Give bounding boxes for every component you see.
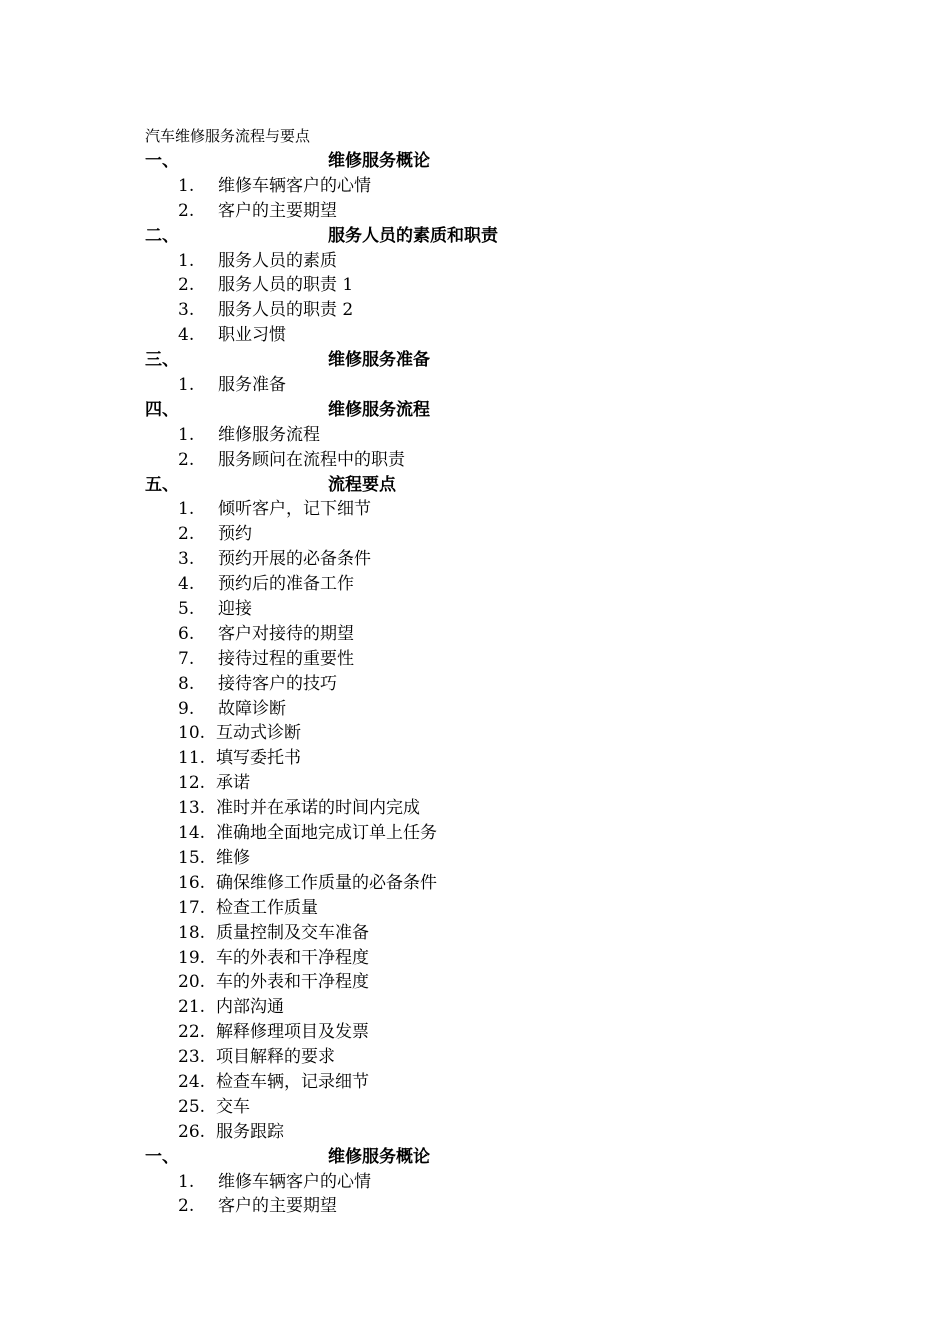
section-title: 维修服务概论 <box>328 1146 430 1167</box>
section-number: 四、 <box>145 399 179 420</box>
list-item-text: 车的外表和干净程度 <box>216 947 369 968</box>
list-item-text: 质量控制及交车准备 <box>216 922 369 943</box>
list-item-number: 1. <box>178 424 195 445</box>
list-item-text: 故障诊断 <box>218 698 286 719</box>
list-item-text: 预约开展的必备条件 <box>218 549 371 570</box>
section-heading <box>145 398 845 423</box>
list-item-text: 维修服务流程 <box>218 424 320 445</box>
list-item <box>145 1194 845 1219</box>
list-item <box>145 1070 845 1095</box>
list-item-number: 19. <box>178 947 206 968</box>
list-item <box>145 846 845 871</box>
list-item-number: 3. <box>178 300 195 321</box>
list-item <box>145 871 845 896</box>
list-item-number: 5. <box>178 599 195 620</box>
section-heading <box>145 224 845 249</box>
list-item <box>145 1020 845 1045</box>
list-item-text: 迎接 <box>218 599 252 620</box>
list-item-text: 车的外表和干净程度 <box>216 972 369 993</box>
list-item <box>145 995 845 1020</box>
list-item-text: 项目解释的要求 <box>216 1047 335 1068</box>
list-item-number: 14. <box>178 823 206 844</box>
list-item-number: 22. <box>178 1022 206 1043</box>
list-item <box>145 199 845 224</box>
list-item-text: 承诺 <box>216 773 250 794</box>
list-item-number: 4. <box>178 574 195 595</box>
list-item-text: 倾听客户，记下细节 <box>218 499 371 520</box>
list-item-number: 26. <box>178 1121 206 1142</box>
list-item-number: 1. <box>178 175 195 196</box>
list-item-text: 解释修理项目及发票 <box>216 1022 369 1043</box>
list-item-number: 1. <box>178 499 195 520</box>
list-item-text: 服务顾问在流程中的职责 <box>218 449 405 470</box>
section-heading <box>145 149 845 174</box>
list-item <box>145 174 845 199</box>
list-item <box>145 796 845 821</box>
list-item-number: 10. <box>178 723 206 744</box>
list-item <box>145 771 845 796</box>
list-item <box>145 1120 845 1145</box>
section-heading <box>145 348 845 373</box>
list-item-number: 20. <box>178 972 206 993</box>
list-item-number: 23. <box>178 1047 206 1068</box>
list-item <box>145 896 845 921</box>
list-item <box>145 672 845 697</box>
list-item-text: 客户的主要期望 <box>218 200 337 221</box>
list-item-number: 21. <box>178 997 206 1018</box>
list-item <box>145 323 845 348</box>
section-number: 二、 <box>145 225 179 246</box>
list-item-text: 维修车辆客户的心情 <box>218 175 371 196</box>
section-title: 维修服务概论 <box>328 151 430 171</box>
section-heading <box>145 473 845 498</box>
list-item <box>145 298 845 323</box>
list-item <box>145 597 845 622</box>
list-item <box>145 721 845 746</box>
list-item-text: 接待过程的重要性 <box>218 648 354 669</box>
section-number: 一、 <box>145 151 179 171</box>
list-item-number: 1. <box>178 250 195 271</box>
list-item <box>145 1045 845 1070</box>
list-item-text: 服务准备 <box>218 375 286 396</box>
list-item-text: 预约 <box>218 524 252 545</box>
list-item <box>145 821 845 846</box>
list-item-text: 服务人员的职责 2 <box>218 300 354 321</box>
list-item-number: 25. <box>178 1096 206 1117</box>
section-number: 一、 <box>145 1146 179 1167</box>
list-item-number: 15. <box>178 847 206 868</box>
list-item-text: 准时并在承诺的时间内完成 <box>216 798 420 819</box>
list-item-text: 填写委托书 <box>216 748 301 769</box>
list-item-number: 16. <box>178 872 206 893</box>
document-title: 汽车维修服务流程与要点 <box>145 127 311 145</box>
list-item-number: 1. <box>178 375 195 396</box>
list-item-number: 9. <box>178 698 195 719</box>
list-item-number: 17. <box>178 897 206 918</box>
list-item-text: 服务人员的素质 <box>218 250 337 271</box>
section-title: 流程要点 <box>328 474 396 495</box>
list-item <box>145 746 845 771</box>
list-item-number: 3. <box>178 549 195 570</box>
list-item-text: 客户对接待的期望 <box>218 623 354 644</box>
list-item <box>145 572 845 597</box>
list-item <box>145 373 845 398</box>
list-item-number: 2. <box>178 524 195 545</box>
list-item-text: 内部沟通 <box>216 997 284 1018</box>
list-item <box>145 497 845 522</box>
list-item-number: 1. <box>178 1171 195 1192</box>
list-item-number: 2. <box>178 1196 195 1217</box>
list-item-number: 4. <box>178 325 195 346</box>
list-item-number: 7. <box>178 648 195 669</box>
list-item-number: 6. <box>178 623 195 644</box>
document-content <box>145 124 845 1219</box>
list-item <box>145 970 845 995</box>
list-item-text: 服务跟踪 <box>216 1121 284 1142</box>
list-item <box>145 697 845 722</box>
list-item-text: 交车 <box>216 1096 250 1117</box>
list-item-text: 确保维修工作质量的必备条件 <box>216 872 437 893</box>
section-heading <box>145 1145 845 1170</box>
list-item-number: 2. <box>178 275 195 296</box>
list-item <box>145 921 845 946</box>
section-number: 五、 <box>145 474 179 495</box>
list-item-text: 维修车辆客户的心情 <box>218 1171 371 1192</box>
list-item <box>145 423 845 448</box>
list-item-text: 准确地全面地完成订单上任务 <box>216 823 437 844</box>
list-item-number: 2. <box>178 449 195 470</box>
list-item <box>145 522 845 547</box>
list-item-text: 接待客户的技巧 <box>218 673 337 694</box>
list-item-text: 检查工作质量 <box>216 897 318 918</box>
list-item <box>145 249 845 274</box>
list-item-text: 检查车辆，记录细节 <box>216 1071 369 1092</box>
outline-list <box>145 149 845 1219</box>
list-item-number: 8. <box>178 673 195 694</box>
list-item-text: 服务人员的职责 1 <box>218 275 354 296</box>
list-item-number: 11. <box>178 748 206 769</box>
section-number: 三、 <box>145 350 179 371</box>
list-item-text: 互动式诊断 <box>216 723 301 744</box>
list-item-number: 2. <box>178 200 195 221</box>
list-item-number: 18. <box>178 922 206 943</box>
list-item <box>145 448 845 473</box>
list-item-text: 预约后的准备工作 <box>218 574 354 595</box>
list-item <box>145 946 845 971</box>
list-item-number: 12. <box>178 773 206 794</box>
section-title: 维修服务准备 <box>328 350 430 371</box>
list-item <box>145 622 845 647</box>
list-item-number: 24. <box>178 1071 206 1092</box>
list-item <box>145 547 845 572</box>
list-item <box>145 1095 845 1120</box>
list-item-text: 客户的主要期望 <box>218 1196 337 1217</box>
section-title: 服务人员的素质和职责 <box>328 225 498 246</box>
list-item-text: 维修 <box>216 847 250 868</box>
list-item-text: 职业习惯 <box>218 325 286 346</box>
list-item <box>145 647 845 672</box>
list-item <box>145 273 845 298</box>
section-title: 维修服务流程 <box>328 399 430 420</box>
list-item-number: 13. <box>178 798 206 819</box>
list-item <box>145 1170 845 1195</box>
